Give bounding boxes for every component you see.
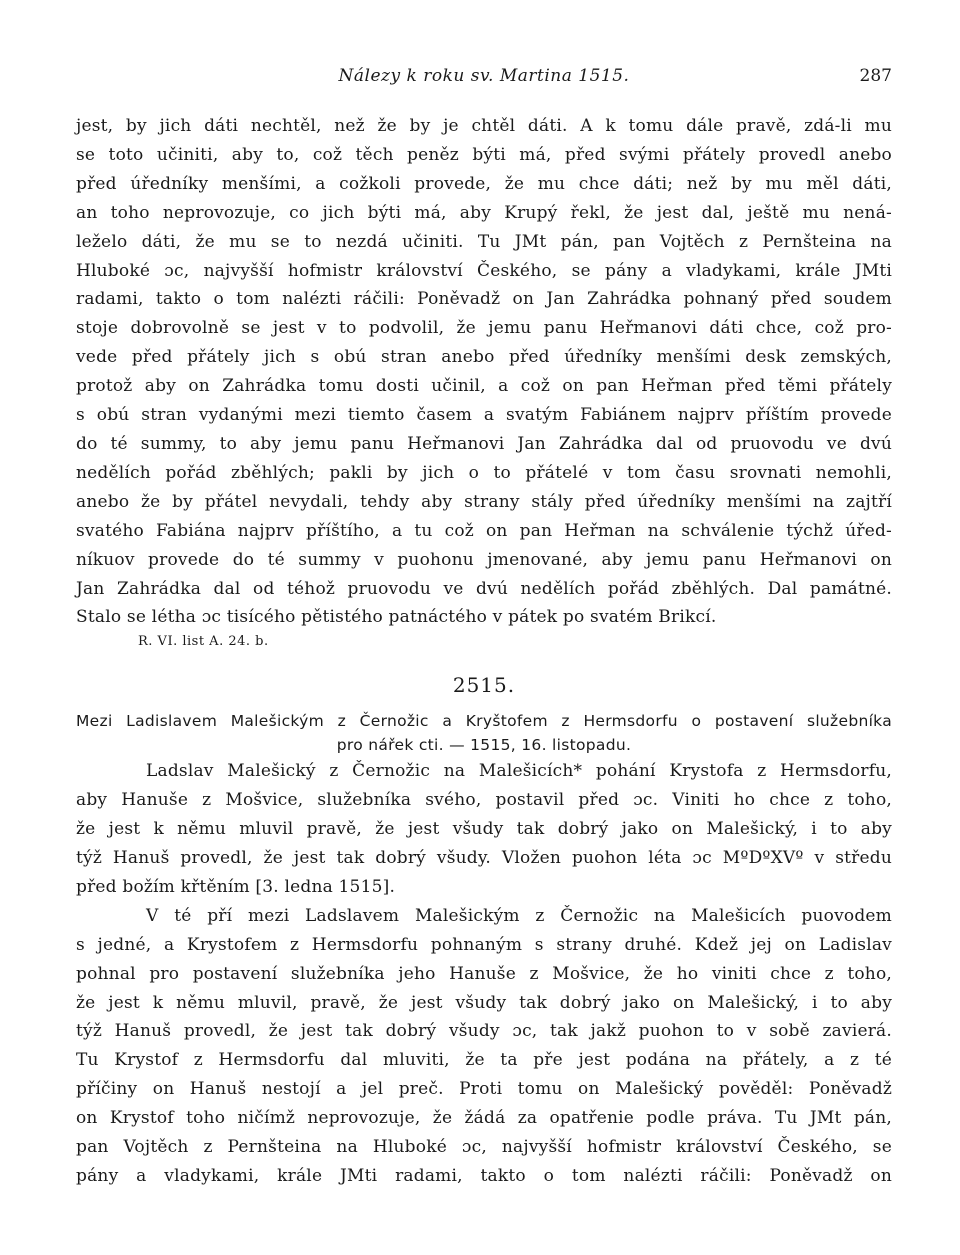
text-line: že jest k němu mluvil pravě, že jest všudy tak dobrý jako on Malešický, i to aby <box>76 819 892 840</box>
text-line: s jedné, a Krystofem z Hermsdorfu pohnaným s strany druhé. Kdež jej on Ladislav <box>76 934 892 955</box>
text-line: s obú stran vydanými mezi tiemto časem a svatým Fabiánem najprv příštím provede <box>76 405 892 426</box>
paragraph-verdict <box>76 902 892 1191</box>
text-line: před úředníky menšími, a cožkoli provede, že mu chce dáti; než by mu měl dáti, <box>76 173 892 194</box>
text-line: anebo že by přátel nevydali, tehdy aby strany stály před úředníky menšími na zajtří <box>76 491 892 512</box>
running-title: Nálezy k roku sv. Martina 1515. <box>338 66 630 86</box>
page-number: 287 <box>859 66 892 86</box>
text-line: radami, takto o tom nalézti ráčili: Poněvadž on Jan Zahrádka pohnaný před soudem <box>76 289 892 310</box>
text-line: stoje dobrovolně se jest v to podvolil, že jemu panu Heřmanovi dáti chce, což pro- <box>76 318 892 339</box>
text-line: on Krystof toho ničímž neprovozuje, že žádá za opatřenie podle práva. Tu JMt pán, <box>76 1108 892 1129</box>
text-line: příčiny on Hanuš nestojí a jel preč. Proti tomu on Malešický pověděl: Poněvadž <box>76 1079 892 1100</box>
text-line: před božím křtěním [3. ledna 1515]. <box>76 876 396 897</box>
text-line: níkuov provede do té summy v puohonu jmenované, aby jemu panu Heřmanovi on <box>76 549 892 570</box>
document-number: 2515. <box>452 673 516 698</box>
paragraph-summons <box>76 757 892 902</box>
text-line: týž Hanuš provedl, že jest tak dobrý všudy. Vložen puohon léta ɔc MºDºXVº v středu <box>76 848 892 869</box>
paragraph-continuation <box>76 112 892 632</box>
regest-line: Mezi Ladislavem Malešickým z Černožic a Kryštofem z Hermsdorfu o postavení služebníka <box>76 712 892 731</box>
text-line: protož aby on Zahrádka tomu dosti učinil, a což on pan Heřman před těmi přátely <box>76 376 892 397</box>
text-line: Jan Zahrádka dal od téhož pruovodu ve dvú nedělích pořád zběhlých. Dal památné. <box>76 578 892 599</box>
text-line: že jest k němu mluvil, pravě, že jest všudy tak dobrý jako on Malešický, i to aby <box>76 992 892 1013</box>
text-line: do té summy, to aby jemu panu Heřmanovi Jan Zahrádka dal od pruovodu ve dvú <box>76 433 892 454</box>
text-line: Stalo se létha ɔc tisícého pětistého patnáctého v pátek po svatém Brikcí. <box>76 607 717 628</box>
text-line: V té pří mezi Ladslavem Malešickým z Černožic na Malešicích puovodem <box>146 905 892 926</box>
text-line: nedělích pořád zběhlých; pakli by jich o to přátelé v tom času srovnati nemohli, <box>76 462 892 483</box>
text-line: Ladslav Malešický z Černožic na Malešicích* pohání Krystofa z Hermsdorfu, <box>146 761 892 782</box>
text-line: leželo dáti, že mu se to nezdá učiniti. Tu JMt pán, pan Vojtěch z Pernšteina na <box>76 231 892 252</box>
text-line: pohnal pro postavení služebníka jeho Hanuše z Mošvice, že ho viniti chce z toho, <box>76 963 892 984</box>
text-line: týž Hanuš provedl, že jest tak dobrý všudy ɔc, tak jakž puohon to v sobě zavierá. <box>76 1021 892 1042</box>
text-line: an toho neprovozuje, co jich býti má, aby Krupý řekl, že jest dal, ještě mu nená- <box>76 202 892 223</box>
regest-line: pro nářek cti. — 1515, 16. listopadu. <box>336 736 632 755</box>
text-line: Tu Krystof z Hermsdorfu dal mluviti, že ta pře jest podána na přátely, a z té <box>76 1050 892 1071</box>
text-line: pány a vladykami, krále JMti radami, takto o tom nalézti ráčili: Poněvadž on <box>76 1166 892 1186</box>
source-reference: R. VI. list A. 24. b. <box>138 634 269 650</box>
text-line: aby Hanuše z Mošvice, služebníka svého, postavil před ɔc. Viniti ho chce z toho, <box>76 790 892 811</box>
text-line: vede před přátely jich s obú stran anebo před úředníky menšími desk zemských, <box>76 347 892 368</box>
text-line: se toto učiniti, aby to, což těch peněz býti má, před svými přátely provedl anebo <box>76 144 892 165</box>
document-regest <box>76 709 892 757</box>
text-line: Hluboké ɔc, najvyšší hofmistr království Českého, se pány a vladykami, krále JMti <box>76 260 892 281</box>
text-line: svatého Fabiána najprv příštího, a tu což on pan Heřman na schválenie týchž úřed- <box>76 520 892 541</box>
page-body <box>76 112 892 1191</box>
text-line: pan Vojtěch z Pernšteina na Hluboké ɔc, najvyšší hofmistr království Českého, se <box>76 1137 892 1158</box>
text-line: jest, by jich dáti nechtěl, než že by je chtěl dáti. A k tomu dále pravě, zdá-li mu <box>76 116 892 136</box>
page-header <box>76 66 892 96</box>
